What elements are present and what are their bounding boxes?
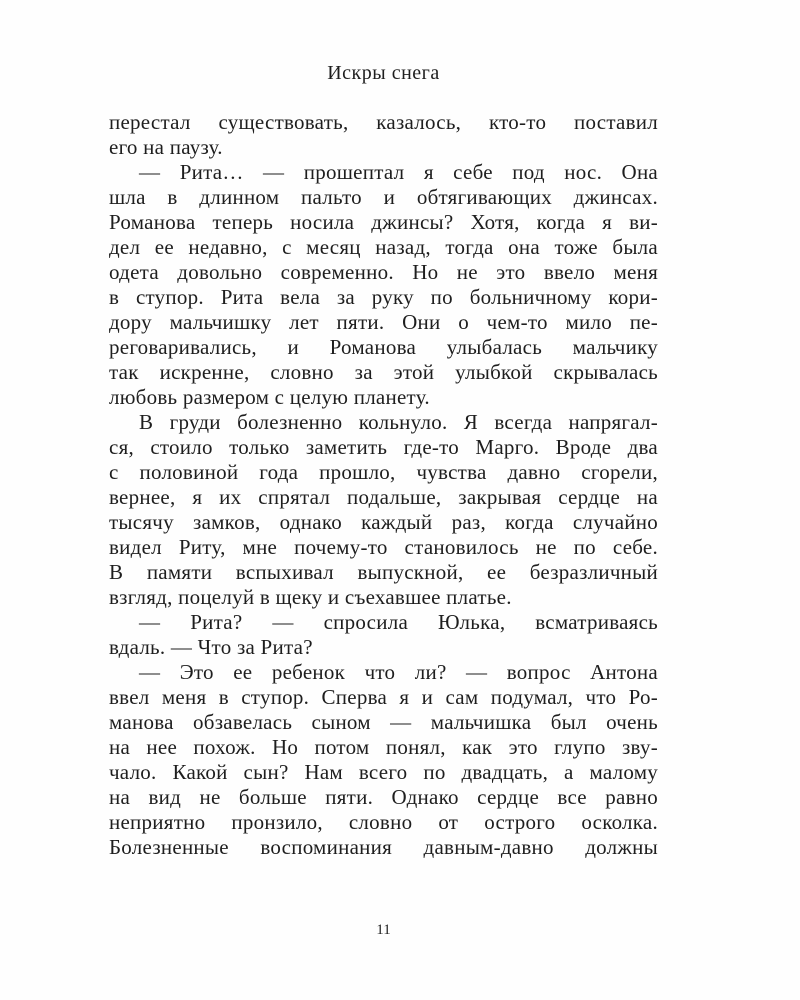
text-line: В памяти вспыхивал выпускной, ее безразличный <box>109 560 658 584</box>
text-line: одета довольно современно. Но не это ввело меня <box>109 260 658 284</box>
text-line: Болезненные воспоминания давным-давно должны <box>109 835 658 859</box>
paragraph <box>109 610 658 660</box>
text-line: с половиной года прошло, чувства давно сгорели, <box>109 460 658 484</box>
text-line: — Это ее ребенок что ли? — вопрос Антона <box>139 660 658 684</box>
paragraph <box>109 660 658 860</box>
text-line: любовь размером с целую планету. <box>109 385 430 409</box>
text-line: перестал существовать, казалось, кто-то поставил <box>109 110 658 134</box>
text-line: ся, стоило только заметить где-то Марго. Вроде два <box>109 435 658 459</box>
text-line: вернее, я их спрятал подальше, закрывая сердце на <box>109 485 658 509</box>
paragraph <box>109 110 658 160</box>
text-line: так искренне, словно за этой улыбкой скрывалась <box>109 360 658 384</box>
text-line: на нее похож. Но потом понял, как это глупо зву- <box>109 735 658 759</box>
text-line: неприятно пронзило, словно от острого осколка. <box>109 810 658 834</box>
text-line: на вид не больше пяти. Однако сердце все равно <box>109 785 658 809</box>
text-line: дел ее недавно, с месяц назад, тогда она тоже была <box>109 235 658 259</box>
text-line: в ступор. Рита вела за руку по больничному кори- <box>109 285 658 309</box>
text-line: взгляд, поцелуй в щеку и съехавшее платье. <box>109 585 512 609</box>
text-line: дору мальчишку лет пяти. Они о чем-то мило пе- <box>109 310 658 334</box>
text-line: видел Риту, мне почему-то становилось не по себе. <box>109 535 658 559</box>
text-line: манова обзавелась сыном — мальчишка был очень <box>109 710 658 734</box>
text-line: чало. Какой сын? Нам всего по двадцать, а малому <box>109 760 658 784</box>
text-line: вдаль. — Что за Рита? <box>109 635 313 659</box>
page-number: 11 <box>376 922 391 938</box>
running-header: Искры снега <box>327 62 440 84</box>
text-line: В груди болезненно кольнуло. Я всегда напрягал- <box>139 410 658 434</box>
text-line: — Рита… — прошептал я себе под нос. Она <box>139 160 658 184</box>
text-line: — Рита? — спросила Юлька, всматриваясь <box>139 610 658 634</box>
paragraph <box>109 410 658 610</box>
text-line: шла в длинном пальто и обтягивающих джинсах. <box>109 185 658 209</box>
paragraph <box>109 160 658 410</box>
body-text <box>109 110 658 860</box>
text-line: ввел меня в ступор. Сперва я и сам подумал, что Ро- <box>109 685 658 709</box>
text-line: тысячу замков, однако каждый раз, когда случайно <box>109 510 658 534</box>
text-line: его на паузу. <box>109 135 223 159</box>
text-line: Романова теперь носила джинсы? Хотя, когда я ви- <box>109 210 658 234</box>
text-line: реговаривались, и Романова улыбалась мальчику <box>109 335 658 359</box>
